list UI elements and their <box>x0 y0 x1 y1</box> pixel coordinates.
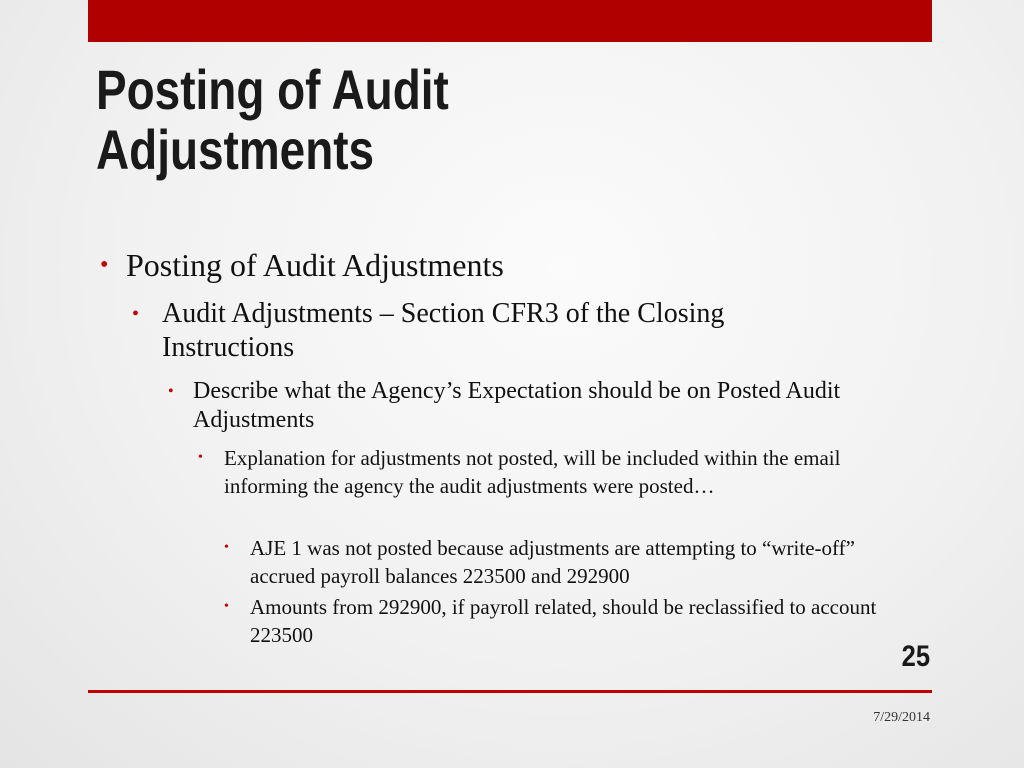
bullet-dot-icon: • <box>100 252 109 278</box>
bullet-text: Explanation for adjustments not posted, will be included within the email informing the agency the audit adjustments were posted… <box>224 446 841 498</box>
bullet-dot-icon: • <box>132 303 140 325</box>
bullet-dot-icon: • <box>224 599 229 614</box>
footer-date: 7/29/2014 <box>873 710 930 725</box>
bullet-dot-icon: • <box>198 450 203 465</box>
footer-divider <box>88 690 932 693</box>
bullet-level-5 <box>224 593 914 649</box>
bullet-text: Posting of Audit Adjustments <box>126 247 504 283</box>
top-accent-bar <box>88 0 932 42</box>
bullet-dot-icon: • <box>224 540 229 555</box>
title-line-1: Posting of Audit <box>96 58 449 121</box>
bullet-level-4 <box>198 444 898 500</box>
bullet-text: Audit Adjustments – Section CFR3 of the Closing Instructions <box>162 298 725 363</box>
title-line-2: Adjustments <box>96 118 375 181</box>
bullet-level-5 <box>224 534 914 590</box>
bullet-level-1 <box>100 246 880 284</box>
bullet-level-2 <box>132 297 862 365</box>
bullet-text: Amounts from 292900, if payroll related, should be reclassified to account 223500 <box>250 595 877 647</box>
bullet-text: Describe what the Agency’s Expectation should be on Posted Audit Adjustments <box>193 378 841 433</box>
bullet-level-3 <box>168 377 898 435</box>
page-number: 25 <box>901 640 930 673</box>
bullet-dot-icon: • <box>168 383 174 400</box>
slide-title <box>96 60 670 180</box>
bullet-text: AJE 1 was not posted because adjustments are attempting to “write-off” accrued payroll balances 223500 and 292900 <box>250 536 855 588</box>
